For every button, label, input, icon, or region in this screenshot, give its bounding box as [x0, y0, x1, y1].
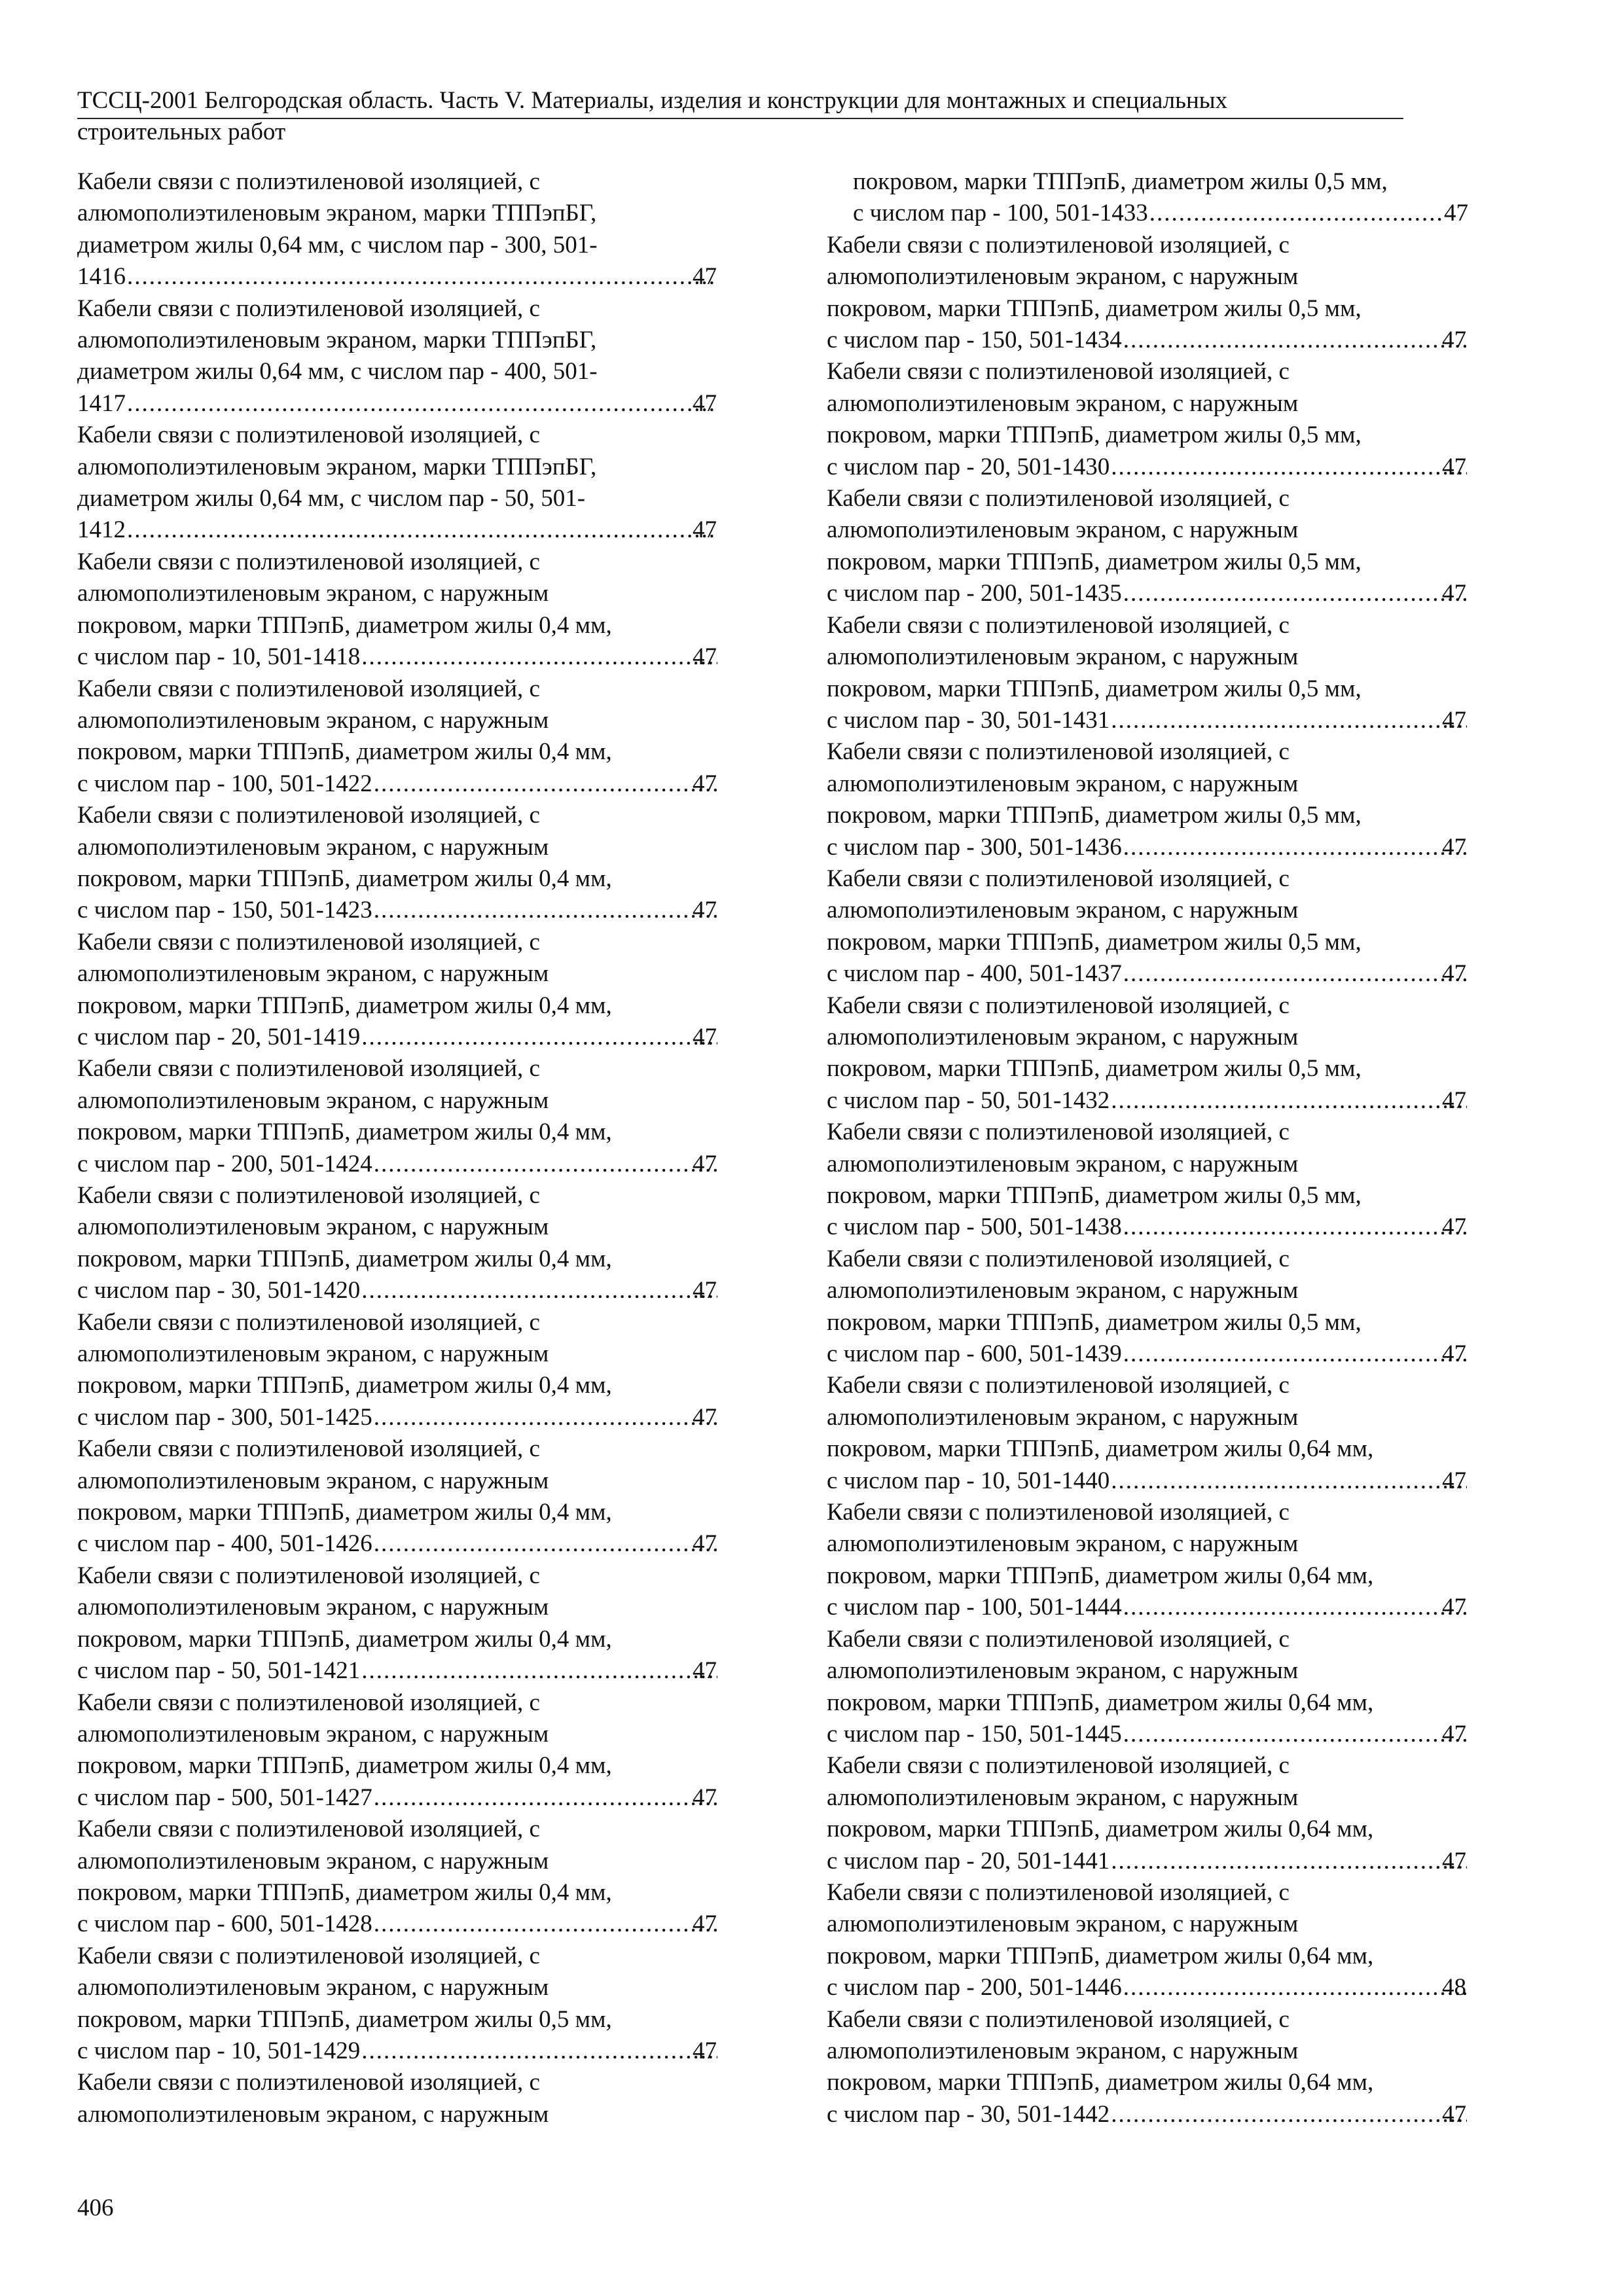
index-entry-reference: с числом пар - 30, 501-1420 ..... 47 [103, 1275, 719, 1306]
index-entry-line: алюмополиэтиленовым экраном, с наружным [827, 643, 1299, 671]
index-entry-line: алюмополиэтиленовым экраном, с наружным [827, 897, 1299, 924]
index-entry-line: Кабели связи с полиэтиленовой изоляцией, с [827, 992, 1290, 1019]
index-entry-line: покровом, марки ТППэпБ, диаметром жилы 0,4 мм, [77, 865, 612, 892]
index-entry-line: Кабели связи с полиэтиленовой изоляцией, с [77, 295, 540, 322]
index-entry-code: с числом пар - 20, 501-1441 [827, 1847, 1110, 1874]
index-entry-line: алюмополиэтиленовым экраном, с наружным [77, 1340, 549, 1368]
index-entry [827, 990, 1468, 1117]
index-entry-line: алюмополиэтиленовым экраном, марки ТППэпБГ, [77, 453, 597, 480]
index-entry [77, 2067, 719, 2130]
index-entry-line: алюмополиэтиленовым экраном, с наружным [827, 1657, 1299, 1685]
index-entry-line: Кабели связи с полиэтиленовой изоляцией, с [827, 1752, 1290, 1780]
index-entry-line: Кабели связи с полиэтиленовой изоляцией, с [827, 231, 1290, 259]
index-entry [77, 1941, 719, 2068]
index-entry-line: алюмополиэтиленовым экраном, с наружным [827, 1023, 1299, 1050]
index-entry-code: с числом пар - 200, 501-1446 [827, 1974, 1122, 2001]
index-entry-reference: с числом пар - 200, 501-1435 ..... 47 [853, 578, 1468, 609]
dot-leader [1123, 1719, 1467, 1750]
dot-leader [1111, 1085, 1467, 1117]
index-entry-code: с числом пар - 150, 501-1434 [827, 327, 1122, 354]
index-entry-line: алюмополиэтиленовым экраном, с наружным [827, 1784, 1299, 1811]
index-entry-reference [853, 198, 1468, 229]
index-entry-line: покровом, марки ТППэпБ, диаметром жилы 0,4 мм, [77, 1499, 612, 1526]
dot-leader [361, 641, 717, 673]
index-entry-line: алюмополиэтиленовым экраном, марки ТППэпБГ, [77, 200, 597, 227]
index-entry-line: Кабели связи с полиэтиленовой изоляцией, с [827, 485, 1290, 512]
index-entry-line: алюмополиэтиленовым экраном, с наружным [827, 770, 1299, 797]
index-entry-line: диаметром жилы 0,64 мм, с числом пар - 300, 501- [77, 231, 598, 259]
index-entry-line: Кабели связи с полиэтиленовой изоляцией, с [77, 1689, 540, 1716]
index-entry-code: с числом пар - 20, 501-1430 [827, 453, 1110, 480]
index-entry-line: алюмополиэтиленовым экраном, с наружным [77, 960, 549, 988]
index-entry-line: алюмополиэтиленовым экраном, с наружным [77, 2100, 549, 2128]
index-entry [77, 1560, 719, 1687]
index-entry-line: алюмополиэтиленовым экраном, с наружным [77, 1720, 549, 1748]
index-entry [77, 1687, 719, 1814]
index-entry-page: 47 [1444, 200, 1468, 227]
index-entry-line: Кабели связи с полиэтиленовой изоляцией, с [77, 1562, 540, 1589]
index-entry-reference: с числом пар - 600, 501-1428 ..... 47 [103, 1909, 719, 1940]
index-entry-line: покровом, марки ТППэпБ, диаметром жилы 0,5 мм, [827, 548, 1362, 575]
running-header [77, 85, 1403, 148]
index-entry-code: с числом пар - 100, 501-1444 [827, 1594, 1122, 1621]
index-entry-line: алюмополиэтиленовым экраном, с наружным [827, 1530, 1299, 1558]
index-entry-line: Кабели связи с полиэтиленовой изоляцией, с [77, 2069, 540, 2096]
index-entry-code: с числом пар - 100, 501-1433 [853, 200, 1148, 227]
index-entry-line: Кабели связи с полиэтиленовой изоляцией, с [827, 1625, 1290, 1653]
index-entry-line: покровом, марки ТППэпБ, диаметром жилы 0,4 мм, [77, 1625, 612, 1653]
index-entry [827, 863, 1468, 990]
index-entry-reference: с числом пар - 10, 501-1429 ..... 47 [103, 2036, 719, 2067]
index-entry-code: с числом пар - 150, 501-1445 [827, 1720, 1122, 1748]
index-entry-line: покровом, марки ТППэпБ, диаметром жилы 0,4 мм, [77, 992, 612, 1019]
index-entry-line: покровом, марки ТППэпБ, диаметром жилы 0,64 мм, [827, 1942, 1374, 1969]
index-entry [77, 293, 719, 420]
index-entry-line: диаметром жилы 0,64 мм, с числом пар - 400, 501- [77, 358, 598, 386]
index-entry-line: покровом, марки ТППэпБ, диаметром жилы 0,64 мм, [827, 1435, 1374, 1463]
index-entry-reference: с числом пар - 300, 501-1425 ..... 47 [103, 1402, 719, 1433]
index-entry [827, 1244, 1468, 1371]
dot-leader [374, 1782, 717, 1814]
index-entry-reference: с числом пар - 30, 501-1442 ..... 47 [853, 2099, 1468, 2130]
index-entry-code: с числом пар - 500, 501-1427 [77, 1784, 372, 1811]
index-entry-line: Кабели связи с полиэтиленовой изоляцией, с [77, 1435, 540, 1463]
index-entry [77, 1814, 719, 1941]
index-entry-line: алюмополиэтиленовым экраном, с наружным [827, 1910, 1299, 1938]
index-entry [827, 736, 1468, 863]
dot-leader [361, 1655, 717, 1687]
index-entry [77, 927, 719, 1054]
index-entry-reference: с числом пар - 400, 501-1437 ..... 47 [853, 958, 1468, 990]
dot-leader [374, 1402, 717, 1433]
dot-leader [361, 1275, 717, 1306]
index-entry-line: Кабели связи с полиэтиленовой изоляцией, с [77, 675, 540, 702]
index-entry-reference: с числом пар - 50, 501-1421 ..... 47 [103, 1655, 719, 1687]
index-entry-line: покровом, марки ТППэпБ, диаметром жилы 0,5 мм, [827, 1055, 1362, 1083]
index-entry [77, 1307, 719, 1434]
index-entry-line: Кабели связи с полиэтиленовой изоляцией, с [77, 422, 540, 449]
dot-leader [1123, 325, 1467, 356]
index-entry [827, 1370, 1468, 1497]
index-entry [77, 166, 719, 293]
index-entry-code: с числом пар - 400, 501-1437 [827, 960, 1122, 988]
index-entry-line: Кабели связи с полиэтиленовой изоляцией, с [77, 928, 540, 956]
dot-leader [127, 261, 717, 293]
index-entry [827, 1624, 1468, 1751]
index-entry-code: с числом пар - 10, 501-1440 [827, 1467, 1110, 1494]
index-entry-line: покровом, марки ТППэпБ, диаметром жилы 0,5 мм, [827, 422, 1362, 449]
index-entry-line: алюмополиэтиленовым экраном, с наружным [77, 1847, 549, 1874]
index-entry-code: с числом пар - 200, 501-1424 [77, 1150, 372, 1177]
index-entry [827, 610, 1468, 737]
index-entry-code: с числом пар - 500, 501-1438 [827, 1213, 1122, 1241]
index-entry-code: с числом пар - 600, 501-1439 [827, 1340, 1122, 1368]
dot-leader [1149, 198, 1443, 229]
index-entry-line: алюмополиэтиленовым экраном, с наружным [77, 1213, 549, 1241]
index-entry-line: алюмополиэтиленовым экраном, с наружным [827, 516, 1299, 544]
index-entry [827, 1117, 1468, 1244]
index-entry-line: покровом, марки ТППэпБ, диаметром жилы 0,5 мм, [827, 928, 1362, 956]
index-entry [827, 2004, 1468, 2131]
dot-leader [1123, 958, 1467, 990]
index-entry [827, 1750, 1468, 1877]
index-entry-code: 1412 [77, 516, 126, 544]
dot-leader [1111, 1846, 1467, 1877]
index-entry-reference: с числом пар - 600, 501-1439 ..... 47 [853, 1338, 1468, 1370]
index-entry-line: Кабели связи с полиэтиленовой изоляцией, с [77, 1816, 540, 1843]
index-entry-reference: 1416 ..... 47 [103, 261, 719, 293]
dot-leader [1111, 705, 1467, 736]
index-entry-code: с числом пар - 300, 501-1425 [77, 1403, 372, 1431]
index-entry-code: с числом пар - 100, 501-1422 [77, 770, 372, 797]
index-entry-line: покровом, марки ТППэпБ, диаметром жилы 0,5 мм, [827, 1182, 1362, 1209]
index-entry-line: Кабели связи с полиэтиленовой изоляцией, с [77, 548, 540, 575]
dot-leader [1123, 578, 1467, 609]
dot-leader [374, 768, 717, 800]
index-entry [77, 547, 719, 673]
dot-leader [1111, 2099, 1467, 2130]
index-entry-line: Кабели связи с полиэтиленовой изоляцией, с [77, 1308, 540, 1336]
index-entry-line: алюмополиэтиленовым экраном, с наружным [77, 1974, 549, 2001]
index-entry-reference: с числом пар - 10, 501-1418 ..... 47 [103, 641, 719, 673]
index-entry-line: диаметром жилы 0,64 мм, с числом пар - 50, 501- [77, 485, 586, 512]
index-entry-line: Кабели связи с полиэтиленовой изоляцией, с [827, 1119, 1290, 1146]
index-entry-reference: с числом пар - 150, 501-1423 ..... 47 [103, 895, 719, 926]
index-entry-line: покровом, марки ТППэпБ, диаметром жилы 0,5 мм, [827, 675, 1362, 702]
index-entry-line: Кабели связи с полиэтиленовой изоляцией, с [77, 1055, 540, 1083]
dot-leader [1123, 1338, 1467, 1370]
index-entry-line: Кабели связи с полиэтиленовой изоляцией, с [77, 1182, 540, 1209]
header-rule [77, 118, 1403, 119]
index-entry-code: с числом пар - 150, 501-1423 [77, 897, 372, 924]
index-entry-line: покровом, марки ТППэпБ, диаметром жилы 0,4 мм, [77, 1245, 612, 1272]
index-entry-line: покровом, марки ТППэпБ, диаметром жилы 0,4 мм, [77, 738, 612, 766]
index-entry-code: с числом пар - 30, 501-1431 [827, 706, 1110, 734]
index-entry-line: Кабели связи с полиэтиленовой изоляцией, с [827, 358, 1290, 386]
index-entry-line: покровом, марки ТППэпБ, диаметром жилы 0,5 мм, [77, 2005, 612, 2033]
index-entry-code: с числом пар - 400, 501-1426 [77, 1530, 372, 1558]
dot-leader [1111, 1465, 1467, 1497]
index-entry-line: алюмополиэтиленовым экраном, с наружным [77, 1594, 549, 1621]
index-entry-reference: с числом пар - 20, 501-1419 ..... 47 [103, 1022, 719, 1053]
index-entry-line: покровом, марки ТППэпБ, диаметром жилы 0,64 мм, [827, 2069, 1374, 2096]
dot-leader [374, 1528, 717, 1560]
dot-leader [374, 1909, 717, 1940]
index-entry-line: Кабели связи с полиэтиленовой изоляцией, с [827, 2005, 1290, 2033]
index-entry-line: покровом, марки ТППэпБ, диаметром жилы 0,64 мм, [827, 1689, 1374, 1716]
index-entry-line: алюмополиэтиленовым экраном, с наружным [827, 2037, 1299, 2064]
index-entry [827, 356, 1468, 483]
index-entry-line: алюмополиэтиленовым экраном, с наружным [77, 580, 549, 607]
dot-leader [1123, 1972, 1467, 2003]
index-entry-line: Кабели связи с полиэтиленовой изоляцией, с [827, 1372, 1290, 1399]
index-entry-line: алюмополиэтиленовым экраном, с наружным [827, 1277, 1299, 1304]
index-entry-line: покровом, марки ТППэпБ, диаметром жилы 0,4 мм, [77, 1372, 612, 1399]
index-entry-code: с числом пар - 200, 501-1435 [827, 580, 1122, 607]
index-entry-line: покровом, марки ТППэпБ, диаметром жилы 0,4 мм, [77, 1119, 612, 1146]
index-entry-code: с числом пар - 30, 501-1442 [827, 2100, 1110, 2128]
index-entry-reference: с числом пар - 400, 501-1426 ..... 47 [103, 1528, 719, 1560]
index-entry-line: Кабели связи с полиэтиленовой изоляцией, с [77, 1942, 540, 1969]
index-entry [77, 420, 719, 547]
index-entry-line: Кабели связи с полиэтиленовой изоляцией, с [827, 1878, 1290, 1906]
dot-leader [361, 2036, 717, 2067]
index-entry-line: покровом, марки ТППэпБ, диаметром жилы 0,4 мм, [77, 1752, 612, 1780]
index-entry-code: 1417 [77, 389, 126, 417]
header-line-1: ТССЦ-2001 Белгородская область. Часть V. Материалы, изделия и конструкции для монтажных и специальных [77, 87, 1228, 114]
index-entry-line: Кабели связи с полиэтиленовой изоляцией, с [827, 865, 1290, 892]
index-entry-line: Кабели связи с полиэтиленовой изоляцией, с [77, 802, 540, 829]
dot-leader [127, 514, 717, 546]
index-entry-reference: с числом пар - 150, 501-1434 ..... 47 [853, 325, 1468, 356]
index-entry [827, 166, 1468, 230]
index-entry-reference: с числом пар - 100, 501-1422 ..... 47 [103, 768, 719, 800]
index-entry-reference: с числом пар - 200, 501-1446 ..... 48 [853, 1972, 1468, 2003]
index-column-left [77, 166, 719, 2130]
index-entry-code: с числом пар - 50, 501-1432 [827, 1086, 1110, 1114]
index-entry-line: алюмополиэтиленовым экраном, с наружным [827, 1403, 1299, 1431]
index-entry-line: алюмополиэтиленовым экраном, марки ТППэпБГ, [77, 327, 597, 354]
index-entry-line: покровом, марки ТППэпБ, диаметром жилы 0,4 мм, [77, 1878, 612, 1906]
index-entry-reference: с числом пар - 20, 501-1441 ..... 47 [853, 1846, 1468, 1877]
dot-leader [1111, 452, 1467, 483]
index-entry [77, 673, 719, 800]
index-entry-code: 1416 [77, 263, 126, 291]
dot-leader [127, 388, 717, 420]
index-entry-line: покровом, марки ТППэпБ, диаметром жилы 0,5 мм, [827, 295, 1362, 322]
index-entry-line: алюмополиэтиленовым экраном, с наружным [77, 1086, 549, 1114]
index-entry-line: Кабели связи с полиэтиленовой изоляцией, с [77, 168, 540, 195]
index-entry-reference: с числом пар - 30, 501-1431 ..... 47 [853, 705, 1468, 736]
index-entry [77, 800, 719, 927]
dot-leader [1123, 1592, 1467, 1623]
index-entry-reference: 1417 ..... 47 [103, 388, 719, 420]
page-number: 406 [77, 2195, 114, 2221]
index-entry-line: покровом, марки ТППэпБ, диаметром жилы 0,5 мм, [853, 168, 1388, 195]
index-entry-line: Кабели связи с полиэтиленовой изоляцией, с [827, 1499, 1290, 1526]
index-entry [77, 1180, 719, 1307]
index-entry [827, 483, 1468, 610]
index-entry [77, 1053, 719, 1180]
index-entry-line: Кабели связи с полиэтиленовой изоляцией, с [827, 1245, 1290, 1272]
index-entry-line: алюмополиэтиленовым экраном, с наружным [77, 833, 549, 861]
index-entry-reference: с числом пар - 500, 501-1427 ..... 47 [103, 1782, 719, 1814]
index-entry-line: алюмополиэтиленовым экраном, с наружным [827, 1150, 1299, 1177]
index-entry-line: Кабели связи с полиэтиленовой изоляцией, с [827, 611, 1290, 639]
index-entry-line: алюмополиэтиленовым экраном, с наружным [77, 706, 549, 734]
header-line-2: строительных работ [77, 118, 286, 145]
dot-leader [1123, 832, 1467, 863]
index-entry-line: Кабели связи с полиэтиленовой изоляцией, с [827, 738, 1290, 766]
dot-leader [361, 1022, 717, 1053]
index-entry-line: алюмополиэтиленовым экраном, с наружным [77, 1467, 549, 1494]
index-entry-line: алюмополиэтиленовым экраном, с наружным [827, 389, 1299, 417]
index-entry [77, 1433, 719, 1560]
index-entry-code: с числом пар - 30, 501-1420 [77, 1277, 361, 1304]
index-entry-line: алюмополиэтиленовым экраном, с наружным [827, 263, 1299, 291]
dot-leader [374, 895, 717, 926]
index-entry-reference: с числом пар - 100, 501-1444 ..... 47 [853, 1592, 1468, 1623]
index-entry-code: с числом пар - 20, 501-1419 [77, 1023, 361, 1050]
index-entry-code: с числом пар - 300, 501-1436 [827, 833, 1122, 861]
index-entry-code: с числом пар - 10, 501-1418 [77, 643, 361, 671]
index-entry-reference: с числом пар - 50, 501-1432 ..... 47 [853, 1085, 1468, 1117]
index-entry-reference: с числом пар - 500, 501-1438 ..... 47 [853, 1211, 1468, 1243]
index-entry [827, 1877, 1468, 2004]
index-entry [827, 1497, 1468, 1624]
index-entry-code: с числом пар - 10, 501-1429 [77, 2037, 361, 2064]
index-entry [827, 230, 1468, 357]
index-entry-line: покровом, марки ТППэпБ, диаметром жилы 0,64 мм, [827, 1562, 1374, 1589]
index-entry-reference: с числом пар - 10, 501-1440 ..... 47 [853, 1465, 1468, 1497]
index-entry-reference: 1412 ..... 47 [103, 514, 719, 546]
index-entry-reference: с числом пар - 150, 501-1445 ..... 47 [853, 1719, 1468, 1750]
index-entry-code: с числом пар - 50, 501-1421 [77, 1657, 361, 1685]
index-entry-line: покровом, марки ТППэпБ, диаметром жилы 0,4 мм, [77, 611, 612, 639]
index-entry-line: покровом, марки ТППэпБ, диаметром жилы 0,5 мм, [827, 802, 1362, 829]
index-entry-code: с числом пар - 600, 501-1428 [77, 1910, 372, 1938]
dot-leader [374, 1149, 717, 1180]
dot-leader [1123, 1211, 1467, 1243]
index-entry-reference: с числом пар - 300, 501-1436 ..... 47 [853, 832, 1468, 863]
index-column-right [827, 166, 1468, 2130]
index-entry-reference: с числом пар - 200, 501-1424 ..... 47 [103, 1149, 719, 1180]
index-entry-line: покровом, марки ТППэпБ, диаметром жилы 0,5 мм, [827, 1308, 1362, 1336]
index-entry-line: покровом, марки ТППэпБ, диаметром жилы 0,64 мм, [827, 1816, 1374, 1843]
index-entry-reference: с числом пар - 20, 501-1430 ..... 47 [853, 452, 1468, 483]
